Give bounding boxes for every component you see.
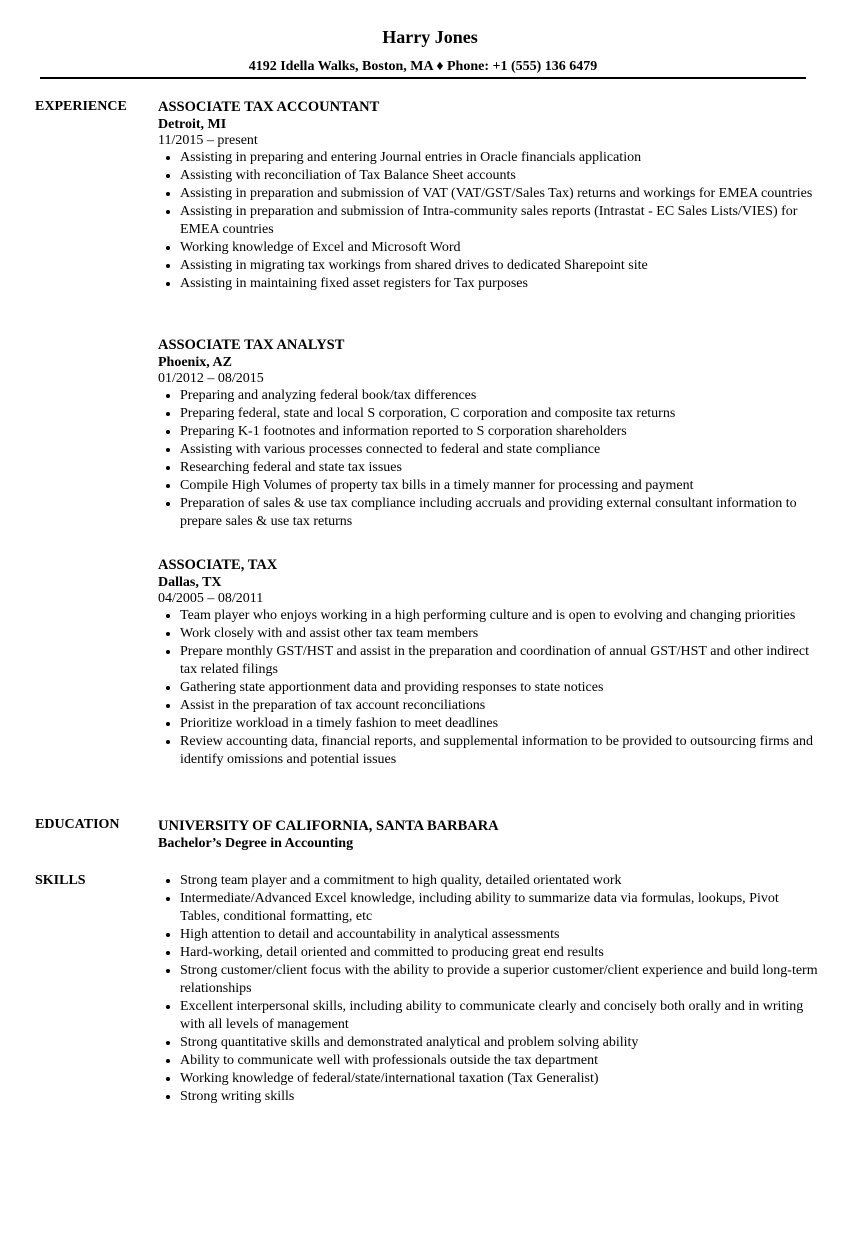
job-title: ASSOCIATE, TAX bbox=[158, 557, 278, 573]
job-location: Dallas, TX bbox=[158, 575, 222, 590]
education-entry bbox=[158, 817, 818, 853]
list-item: • Assisting in preparation and submission of Intra-community sales reports (Intrastat - EC Sales Lists/VIES) for EMEA countries bbox=[180, 203, 818, 239]
list-item: • Assisting in migrating tax workings from shared drives to dedicated Sharepoint site bbox=[180, 257, 818, 275]
list-item: • Assisting in maintaining fixed asset registers for Tax purposes bbox=[180, 275, 818, 293]
resume-name: Harry Jones bbox=[382, 27, 478, 47]
list-item: • Strong team player and a commitment to high quality, detailed orientated work bbox=[180, 872, 818, 890]
job-dates: 11/2015 – present bbox=[158, 133, 258, 148]
education-section-label: EDUCATION bbox=[35, 817, 120, 832]
contact-line: 4192 Idella Walks, Boston, MA ♦ Phone: +1 (555) 136 6479 bbox=[248, 59, 598, 74]
job-bullets bbox=[158, 607, 818, 769]
list-item: • Excellent interpersonal skills, including ability to communicate clearly and concisely both orally and in writing with all levels of management bbox=[180, 998, 818, 1034]
job-bullets bbox=[158, 387, 818, 531]
job-entry bbox=[158, 336, 818, 531]
list-item: • Preparing and analyzing federal book/tax differences bbox=[180, 387, 818, 405]
list-item: • Assisting in preparation and submission of VAT (VAT/GST/Sales Tax) returns and workings for EMEA countries bbox=[180, 185, 818, 203]
header-divider bbox=[40, 77, 806, 79]
list-item: • Review accounting data, financial reports, and supplemental information to be provided to outsourcing firms and identify omissions and potential issues bbox=[180, 733, 818, 769]
job-location: Detroit, MI bbox=[158, 117, 227, 132]
skills-list bbox=[158, 872, 818, 1106]
list-item: • Preparing K-1 footnotes and information reported to S corporation shareholders bbox=[180, 423, 818, 441]
job-title: ASSOCIATE TAX ACCOUNTANT bbox=[158, 99, 380, 115]
list-item: • Strong customer/client focus with the ability to provide a superior customer/client experience and build long-term relationships bbox=[180, 962, 818, 998]
job-title: ASSOCIATE TAX ANALYST bbox=[158, 337, 345, 353]
list-item: • Strong writing skills bbox=[180, 1088, 818, 1106]
list-item: • Working knowledge of Excel and Microsoft Word bbox=[180, 239, 818, 257]
job-entry bbox=[158, 556, 818, 769]
job-location: Phoenix, AZ bbox=[158, 355, 232, 370]
degree: Bachelor’s Degree in Accounting bbox=[158, 836, 354, 851]
list-item: • Prioritize workload in a timely fashion to meet deadlines bbox=[180, 715, 818, 733]
job-bullets bbox=[158, 149, 818, 293]
list-item: • Assisting with reconciliation of Tax Balance Sheet accounts bbox=[180, 167, 818, 185]
list-item: • Preparation of sales & use tax compliance including accruals and providing external consultant information to prepare sales & use tax returns bbox=[180, 495, 818, 531]
school-name: UNIVERSITY OF CALIFORNIA, SANTA BARBARA bbox=[158, 818, 499, 834]
list-item: • Preparing federal, state and local S corporation, C corporation and composite tax returns bbox=[180, 405, 818, 423]
list-item: • Compile High Volumes of property tax bills in a timely manner for processing and payment bbox=[180, 477, 818, 495]
list-item: • High attention to detail and accountability in analytical assessments bbox=[180, 926, 818, 944]
list-item: • Gathering state apportionment data and providing responses to state notices bbox=[180, 679, 818, 697]
job-dates: 01/2012 – 08/2015 bbox=[158, 371, 264, 386]
list-item: • Intermediate/Advanced Excel knowledge, including ability to summarize data via formulas, lookups, Pivot Tables, conditional formatting, etc bbox=[180, 890, 818, 926]
list-item: • Assisting in preparing and entering Journal entries in Oracle financials application bbox=[180, 149, 818, 167]
list-item: • Work closely with and assist other tax team members bbox=[180, 625, 818, 643]
list-item: • Working knowledge of federal/state/international taxation (Tax Generalist) bbox=[180, 1070, 818, 1088]
list-item: • Strong quantitative skills and demonstrated analytical and problem solving ability bbox=[180, 1034, 818, 1052]
list-item: • Researching federal and state tax issues bbox=[180, 459, 818, 477]
experience-section-label: EXPERIENCE bbox=[35, 99, 127, 114]
skills-entry bbox=[158, 872, 818, 1106]
list-item: • Ability to communicate well with professionals outside the tax department bbox=[180, 1052, 818, 1070]
list-item: • Team player who enjoys working in a high performing culture and is open to evolving and changing priorities bbox=[180, 607, 818, 625]
list-item: • Assisting with various processes connected to federal and state compliance bbox=[180, 441, 818, 459]
list-item: • Hard-working, detail oriented and committed to producing great end results bbox=[180, 944, 818, 962]
skills-section-label: SKILLS bbox=[35, 873, 86, 888]
list-item: • Prepare monthly GST/HST and assist in the preparation and coordination of annual GST/HST and other indirect tax related filings bbox=[180, 643, 818, 679]
job-dates: 04/2005 – 08/2011 bbox=[158, 591, 264, 606]
list-item: • Assist in the preparation of tax account reconciliations bbox=[180, 697, 818, 715]
job-entry bbox=[158, 98, 818, 293]
